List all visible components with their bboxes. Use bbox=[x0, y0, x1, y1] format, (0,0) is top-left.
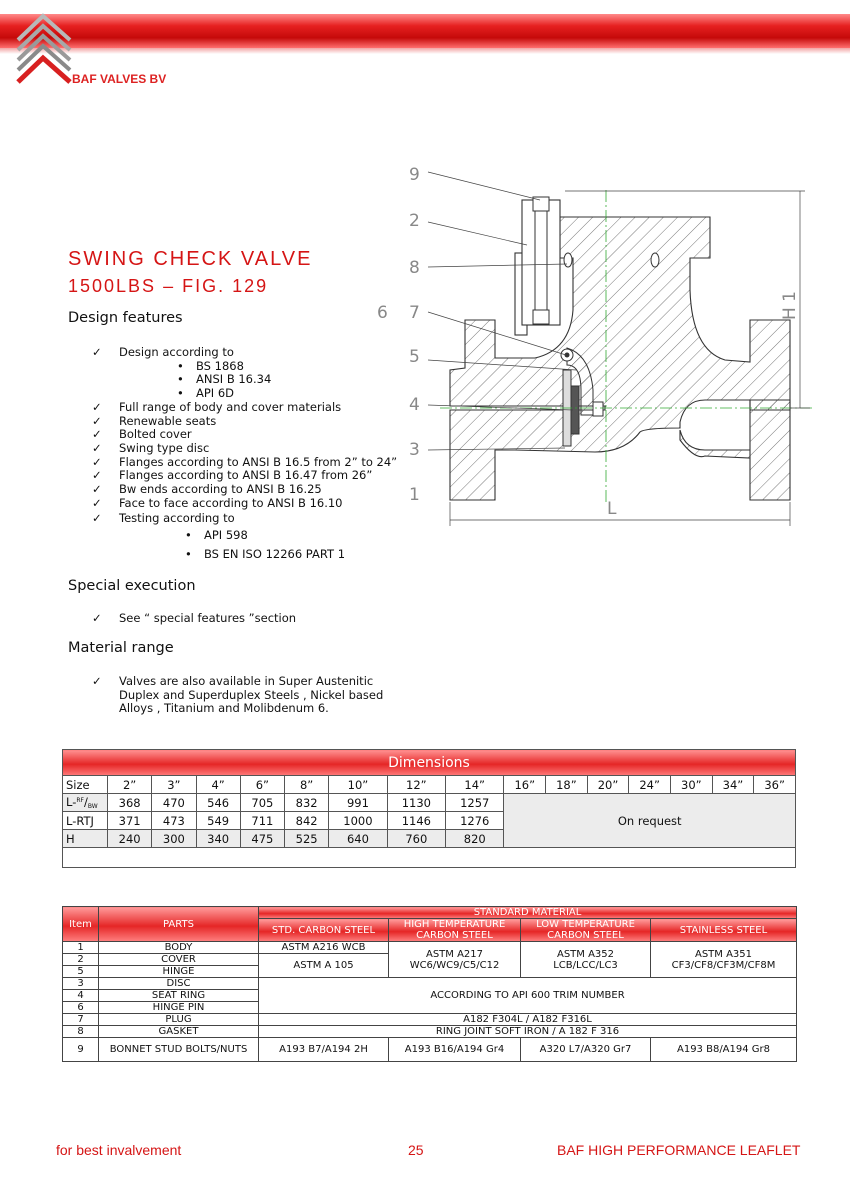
list-item: • BS EN ISO 12266 PART 1 bbox=[92, 545, 397, 564]
design-features-heading: Design features bbox=[68, 310, 183, 326]
list-item: ✓ Valves are also available in Super Austenitic bbox=[92, 674, 374, 688]
table-row: 1 BODY ASTM A216 WCB ASTM A217 WC6/WC9/C5/C12 ASTM A352 LCB/LCC/LC3 ASTM A351 CF3/CF8/CF3M/CF8M bbox=[63, 942, 797, 954]
list-item: ✓ See “ special features ”section bbox=[92, 611, 297, 625]
header-bar bbox=[0, 14, 850, 48]
table-row: 5 HINGE bbox=[63, 966, 797, 978]
special-execution-heading: Special execution bbox=[68, 578, 196, 594]
list-item: ✓ Full range of body and cover materials bbox=[92, 399, 342, 414]
company-logo-icon bbox=[10, 10, 80, 90]
list-item: ✓ Design according to bbox=[92, 345, 234, 359]
list-item: ✓ Flanges according to ANSI B 16.47 from 26” bbox=[92, 468, 373, 483]
material-range-list bbox=[92, 675, 383, 716]
table-row: L-RTJ 371 473 549 711 842 1000 1146 1276 bbox=[63, 812, 796, 830]
dimensions-table bbox=[62, 749, 796, 868]
list-item: • API 598 bbox=[92, 526, 397, 545]
list-item: ✓ Flanges according to ANSI B 16.5 from 2” to 24” bbox=[92, 454, 398, 469]
list-item: Duplex and Superduplex Steels , Nickel based bbox=[119, 687, 384, 702]
callout-label: 9 bbox=[409, 165, 420, 185]
list-item: ✓ Renewable seats bbox=[92, 413, 217, 428]
callout-label: 2 bbox=[409, 211, 420, 231]
table-row: 4 SEAT RING bbox=[63, 990, 797, 1002]
standard-material-header: STANDARD MATERIAL bbox=[259, 907, 797, 919]
list-item: ✓ Face to face according to ANSI B 16.10 bbox=[92, 495, 343, 510]
table-row: 3 DISC ACCORDING TO API 600 TRIM NUMBER bbox=[63, 978, 797, 990]
table-row: 9 BONNET STUD BOLTS/NUTS A193 B7/A194 2H A193 B16/A194 Gr4 A320 L7/A320 Gr7 A193 B8/A194 Gr8 bbox=[63, 1038, 797, 1062]
header-bar-shade bbox=[0, 48, 850, 54]
callout-label: 5 bbox=[409, 347, 420, 367]
callout-label: 8 bbox=[409, 258, 420, 278]
list-item: • ANSI B 16.34 bbox=[92, 373, 397, 387]
list-item: ✓ Bolted cover bbox=[92, 427, 192, 442]
dimensions-title: Dimensions bbox=[63, 750, 796, 776]
callout-label: 7 bbox=[409, 303, 420, 323]
table-row: 2 COVER ASTM A 105 bbox=[63, 954, 797, 966]
callout-label: 3 bbox=[409, 440, 420, 460]
callout-label: 1 bbox=[409, 485, 420, 505]
product-title: SWING CHECK VALVE bbox=[68, 248, 313, 270]
list-item: • API 6D bbox=[92, 387, 397, 401]
product-subtitle: 1500LBS – FIG. 129 bbox=[68, 276, 269, 296]
dimension-h-label: H 1 bbox=[780, 290, 800, 320]
dimension-l-label: L bbox=[607, 499, 617, 519]
footer-tagline: for best invalvement bbox=[56, 1142, 182, 1158]
on-request-cell: On request bbox=[504, 794, 796, 848]
footer-leaflet-title: BAF HIGH PERFORMANCE LEAFLET bbox=[557, 1142, 801, 1158]
list-item: • BS 1868 bbox=[92, 360, 397, 374]
callout-label: 6 bbox=[377, 303, 388, 323]
special-execution-list bbox=[92, 612, 296, 626]
company-name: BAF VALVES BV bbox=[72, 72, 167, 86]
table-row: Size 2” 3” 4” 6” 8” 10” 12” 14” 16” 18” 20” 24” 30” 34” 36” bbox=[63, 776, 796, 794]
table-row: H 240 300 340 475 525 640 760 820 bbox=[63, 830, 796, 848]
table-row: $L-^{RF}/_{BW}$ 368 470 546 705 832 991 1130 1257 On request bbox=[63, 794, 796, 812]
material-range-heading: Material range bbox=[68, 640, 174, 656]
table-row: 8 GASKET RING JOINT SOFT IRON / A 182 F 316 bbox=[63, 1026, 797, 1038]
callout-label: 4 bbox=[409, 395, 420, 415]
table-row: 6 HINGE PIN bbox=[63, 1002, 797, 1014]
list-item: ✓ Testing according to bbox=[92, 511, 235, 526]
list-item: Alloys , Titanium and Molibdenum 6. bbox=[119, 701, 329, 716]
table-row: 7 PLUG A182 F304L / A182 F316L bbox=[63, 1014, 797, 1026]
valve-cross-section-drawing bbox=[377, 160, 830, 530]
list-item: ✓ Swing type disc bbox=[92, 440, 210, 455]
design-features-list bbox=[92, 346, 397, 564]
page-number: 25 bbox=[408, 1142, 424, 1158]
materials-table: Item PARTS STANDARD MATERIAL STD. CARBON STEEL HIGH TEMPERATURE CARBON STEEL LOW TEMPERATURE CARBON STEEL STAINLESS STEEL 1 BODY ASTM A216 WCB ASTM A217 WC6/WC9/C5/C12 ASTM A352 LCB/LCC/LC3 ASTM A351 CF3/CF8/CF3M/CF8M 2 COVER ASTM A 105 5 HINGE 3 DISC ACCORDING TO API 600 TRIM NUMBER 4 SEAT RING 6 HINGE PIN 7 PLUG A182 F304L / A182 F316L 8 GASKET RING JOINT SOFT IRON / A 182 F 316 9 BONNET STUD BOLTS/NUTS A193 B7/A194 2H A193 B16/A194 Gr4 A320 L7/A320 Gr7 A193 B8/A194 Gr8 bbox=[62, 906, 797, 1062]
list-item: ✓ Bw ends according to ANSI B 16.25 bbox=[92, 482, 322, 497]
